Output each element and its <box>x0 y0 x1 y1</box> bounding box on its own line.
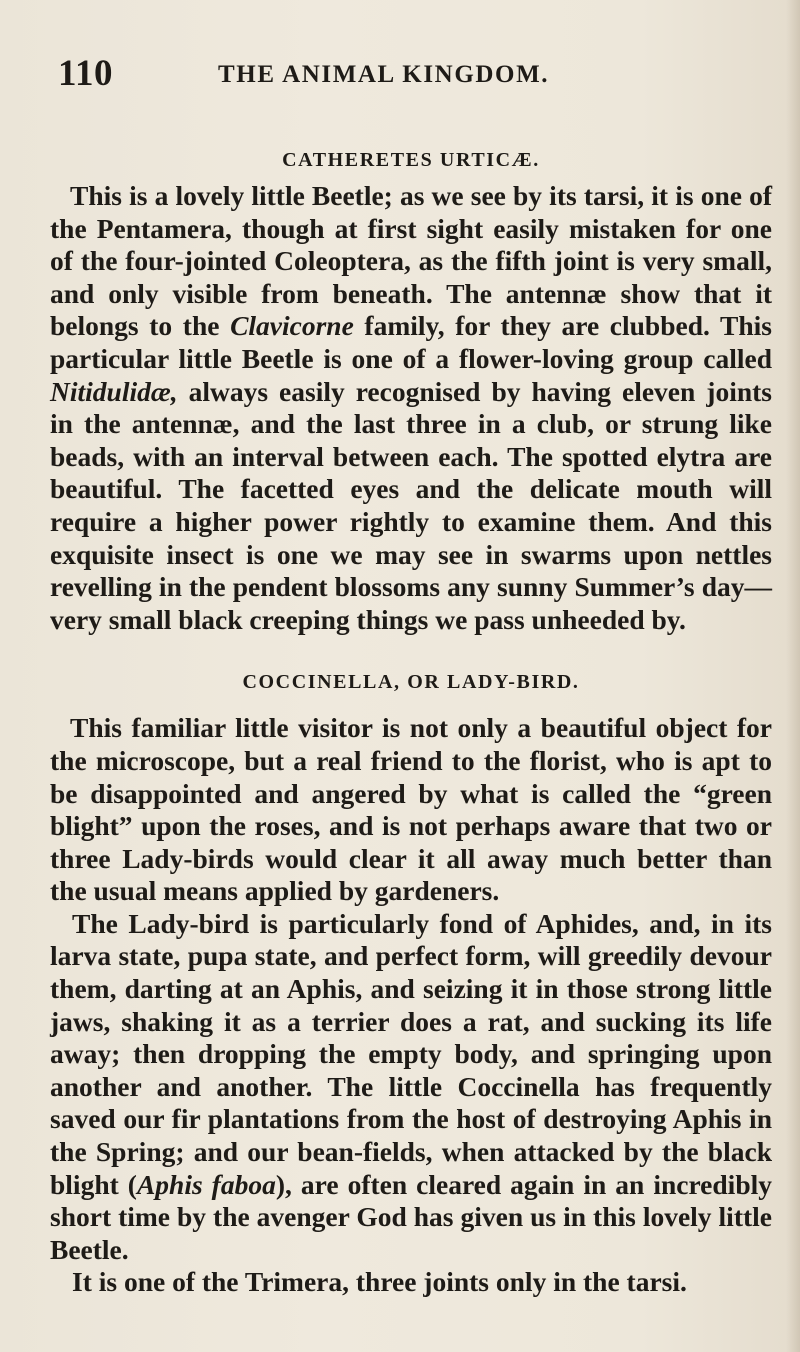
section-heading-coccinella: COCCINELLA, OR LADY-BIRD. <box>242 671 580 694</box>
paragraph-coccinella-intro <box>50 712 772 908</box>
paragraph-text: The Lady-bird is particularly fond of Aphides, and, in its larva state, pupa state, and perfect form, will greedily devour them, darting at an Aphis, and seizing it in those strong little jaws, shaking it as a terrier does a rat, and sucking its life away; then dropping the empty body, and springing upon another and another. The little Coccinella has frequently saved our fir plantations from the host of destroying Aphis in the Spring; and our bean-fields, when attacked by the black blight ( <box>50 907 772 1200</box>
paragraph-italic-term: Aphis faboa <box>136 1168 276 1200</box>
page-number: 110 <box>58 53 113 94</box>
paragraph-text: This is a lovely little Beetle; as we see by its tarsi, it is one of the Pentamera, though at first sight easily mistaken for one of the four-jointed Coleoptera, as the fifth joint is very small, and only visible from beneath. The antennæ show that it belongs to the <box>50 180 772 342</box>
paragraph-coccinella-trimera <box>50 1266 772 1299</box>
paragraph-catheretes <box>50 180 772 636</box>
paragraph-text: This familiar little visitor is not only a beautiful object for the microscope, but a real friend to the florist, who is apt to be disappointed and angered by what is called the “green blight” upon the roses, and is not perhaps aware that two or three Lady-birds would clear it all away much better than the usual means applied by gardeners. <box>50 712 772 907</box>
paragraph-text: always easily recognised by having eleven joints in the antennæ, and the last three in a club, or strung like beads, with an interval between each. The spotted elytra are beautiful. The facetted eyes and the delicate mouth will require a higher power rightly to examine them. And this exquisite insect is one we may see in swarms upon nettles revelling in the pendent blossoms any sunny Summer’s day—very small black creeping things we pass unheeded by. <box>50 375 772 635</box>
running-head <box>58 52 780 92</box>
page-edge-shadow <box>786 0 800 1352</box>
paragraph-text: family, for they are clubbed. This particular little Beetle is one of a flower-loving group called <box>50 310 772 374</box>
paragraph-italic-term: Nitidulidæ, <box>50 375 178 407</box>
running-title: THE ANIMAL KINGDOM. <box>218 61 550 88</box>
paragraph-italic-term: Clavicorne <box>230 310 354 342</box>
page-body <box>50 148 772 1299</box>
paragraph-text: ), are often cleared again in an incredibly short time by the avenger God has given us in this lovely little Beetle. <box>50 1168 773 1265</box>
paragraph-text: It is one of the Trimera, three joints only in the tarsi. <box>72 1266 687 1298</box>
paragraph-coccinella-aphides <box>50 908 772 1267</box>
section-heading-catheretes: CATHERETES URTICÆ. <box>282 149 540 171</box>
